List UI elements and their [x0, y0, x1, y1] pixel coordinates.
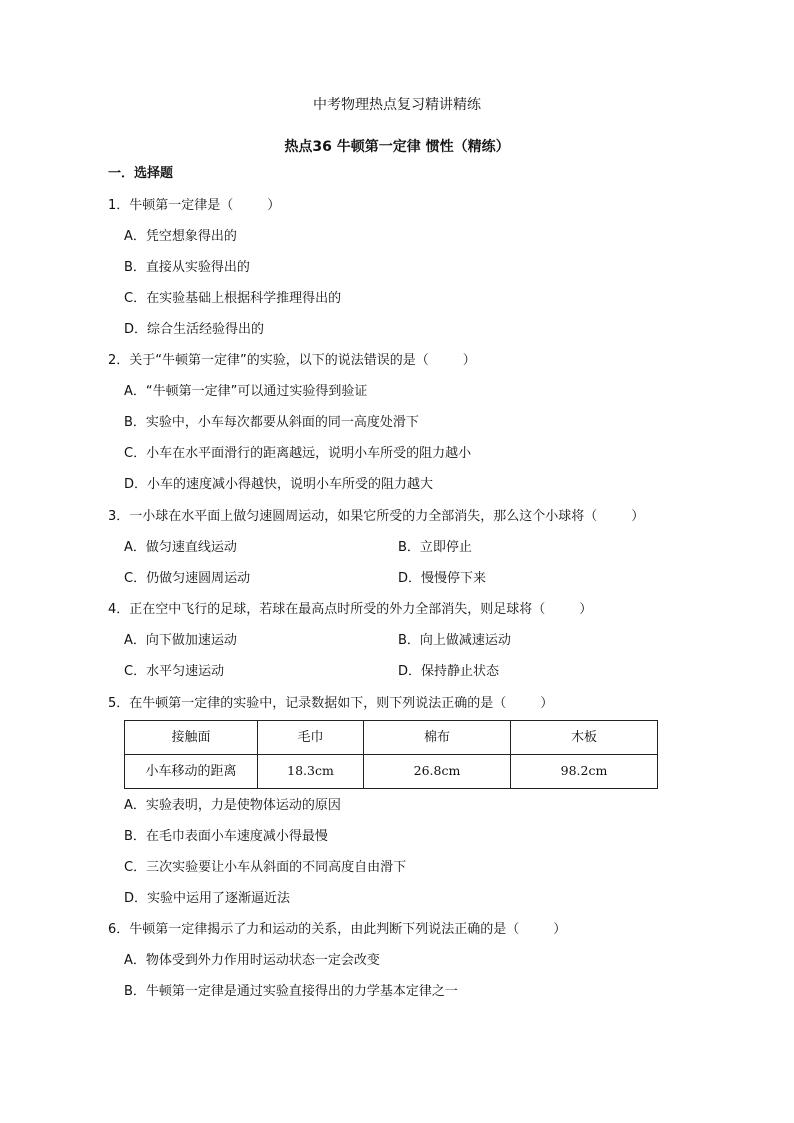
question-5-option-a: A．实验表明，力是使物体运动的原因	[124, 798, 341, 813]
data-table	[124, 720, 658, 789]
question-6-stem: 6．牛顿第一定律揭示了力和运动的关系，由此判断下列说法正确的是（ ）	[108, 922, 567, 937]
table-cell: 18.3cm	[258, 755, 364, 789]
table-header-cell: 接触面	[125, 721, 258, 755]
question-4-option-d: D．保持静止状态	[398, 664, 500, 679]
question-1-option-a: A．凭空想象得出的	[124, 229, 237, 244]
page-subtitle: 热点36 牛顿第一定律 惯性（精练）	[284, 139, 510, 155]
question-5-option-c: C．三次实验要让小车从斜面的不同高度自由滑下	[124, 860, 407, 875]
question-2-option-d: D．小车的速度减小得越快，说明小车所受的阻力越大	[124, 477, 434, 492]
question-1-stem: 1．牛顿第一定律是（ ）	[108, 198, 281, 213]
question-2-option-a: A．“牛顿第一定律”可以通过实验得到验证	[124, 384, 368, 399]
question-3-stem: 3．一小球在水平面上做匀速圆周运动，如果它所受的力全部消失，那么这个小球将（ ）	[108, 509, 645, 524]
table-cell: 小车移动的距离	[125, 755, 258, 789]
table-cell: 98.2cm	[511, 755, 658, 789]
question-5-option-b: B．在毛巾表面小车速度减小得最慢	[124, 829, 328, 844]
question-2-option-c: C．小车在水平面滑行的距离越远，说明小车所受的阻力越小	[124, 446, 472, 461]
question-4-option-a: A．向下做加速运动	[124, 633, 237, 648]
question-2-stem: 2．关于“牛顿第一定律”的实验，以下的说法错误的是（ ）	[108, 353, 476, 368]
section-heading: 一．选择题	[108, 166, 174, 181]
table-header-row	[125, 721, 658, 755]
question-4-option-c: C．水平匀速运动	[124, 664, 225, 679]
question-3-option-b: B．立即停止	[398, 540, 472, 555]
question-6-option-a: A．物体受到外力作用时运动状态一定会改变	[124, 953, 380, 968]
question-2-option-b: B．实验中，小车每次都要从斜面的同一高度处滑下	[124, 415, 419, 430]
table-cell: 26.8cm	[364, 755, 511, 789]
question-1-option-b: B．直接从实验得出的	[124, 260, 250, 275]
table-row	[125, 755, 658, 789]
question-1-option-d: D．综合生活经验得出的	[124, 322, 265, 337]
question-5-option-d: D．实验中运用了逐渐逼近法	[124, 891, 291, 906]
page-title: 中考物理热点复习精讲精练	[313, 97, 481, 113]
question-1-option-c: C．在实验基础上根据科学推理得出的	[124, 291, 342, 306]
table-header-cell: 棉布	[364, 721, 511, 755]
question-3-option-d: D．慢慢停下来	[398, 571, 487, 586]
question-3-option-a: A．做匀速直线运动	[124, 540, 237, 555]
question-3-option-c: C．仍做匀速圆周运动	[124, 571, 251, 586]
question-4-option-b: B．向上做减速运动	[398, 633, 511, 648]
question-5-stem: 5．在牛顿第一定律的实验中，记录数据如下，则下列说法正确的是（ ）	[108, 696, 554, 711]
table-header-cell: 毛巾	[258, 721, 364, 755]
table-header-cell: 木板	[511, 721, 658, 755]
question-6-option-b: B．牛顿第一定律是通过实验直接得出的力学基本定律之一	[124, 984, 458, 999]
question-4-stem: 4．正在空中飞行的足球，若球在最高点时所受的外力全部消失，则足球将（ ）	[108, 602, 593, 617]
